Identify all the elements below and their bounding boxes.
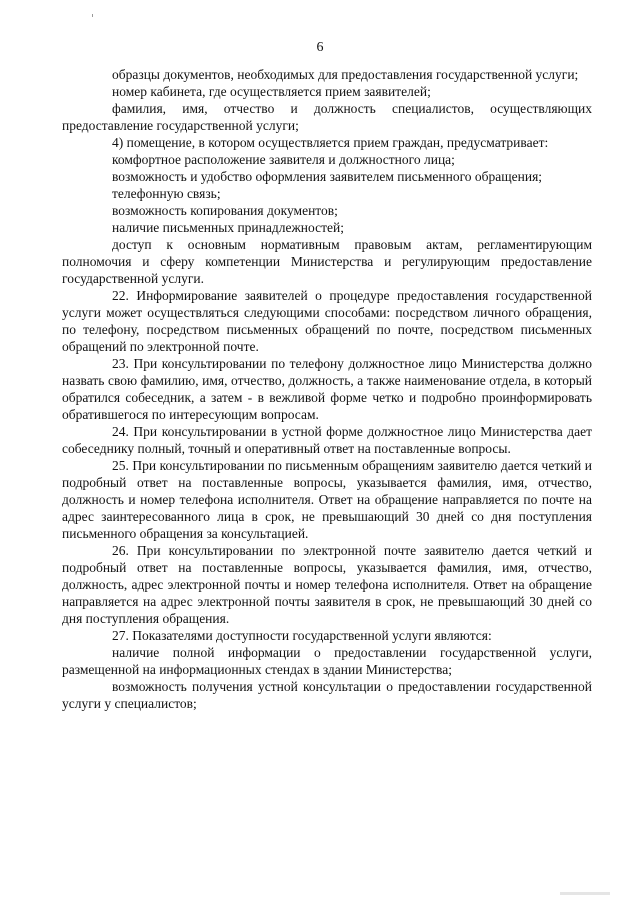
- paragraph: 26. При консультировании по электронной почте заявителю дается четкий и подробный ответ на поставленные вопросы, указывается фамилия, имя, отчество, должность, адрес электронной почты и номер телефона исполнителя. Ответ на обращение направляется на адрес электронной почты заявителя в срок, не превышающий 30 дней со дня поступления обращения.: [62, 543, 592, 626]
- scan-artifact: [560, 892, 610, 895]
- paragraph: комфортное расположение заявителя и должностного лица;: [112, 152, 455, 167]
- paragraph: наличие полной информации о предоставлении государственной услуги, размещенной на информационных стендах в здании Министерства;: [62, 645, 592, 677]
- paragraph: 24. При консультировании в устной форме должностное лицо Министерства дает собеседнику полный, точный и оперативный ответ на поставленные вопросы.: [62, 424, 592, 456]
- paragraph: 22. Информирование заявителей о процедуре предоставления государственной услуги может осуществляться следующими способами: посредством личного обращения, по телефону, посредством письменных обращений по почте, посредством письменных обращений по электронной почте.: [62, 288, 592, 354]
- paragraph: номер кабинета, где осуществляется прием заявителей;: [112, 84, 431, 99]
- paragraph: 27. Показателями доступности государственной услуги являются:: [112, 628, 492, 643]
- document-body: [62, 66, 592, 712]
- paragraph: 4) помещение, в котором осуществляется прием граждан, предусматривает:: [112, 135, 549, 150]
- paragraph: наличие письменных принадлежностей;: [112, 220, 344, 235]
- paragraph: 25. При консультировании по письменным обращениям заявителю дается четкий и подробный ответ на поставленные вопросы, указывается фамилия, имя, отчество, должность и номер телефона исполнителя. Ответ на обращение направляется по почте на адрес заинтересованного лица в срок, не превышающий 30 дней со дня поступления письменного обращения за консультацией.: [62, 458, 592, 541]
- page-number: 6: [316, 40, 324, 55]
- paragraph: фамилия, имя, отчество и должность специалистов, осуществляющих предоставление государственной услуги;: [62, 101, 592, 133]
- paragraph: возможность и удобство оформления заявителем письменного обращения;: [112, 169, 543, 184]
- paragraph: телефонную связь;: [112, 186, 221, 201]
- scan-artifact: [92, 14, 93, 17]
- paragraph: доступ к основным нормативным правовым актам, регламентирующим полномочия и сферу компетенции Министерства и регулирующим предоставление государственной услуги.: [62, 237, 592, 286]
- paragraph: образцы документов, необходимых для предоставления государственной услуги;: [112, 67, 579, 82]
- paragraph: 23. При консультировании по телефону должностное лицо Министерства должно назвать свою фамилию, имя, отчество, должность, а также наименование отдела, в который обратился собеседник, а затем - в вежливой форме четко и подробно проинформировать обратившегося по интересующим вопросам.: [62, 356, 592, 422]
- paragraph: возможность копирования документов;: [112, 203, 338, 218]
- paragraph: возможность получения устной консультации о предоставлении государственной услуги у специалистов;: [62, 679, 592, 711]
